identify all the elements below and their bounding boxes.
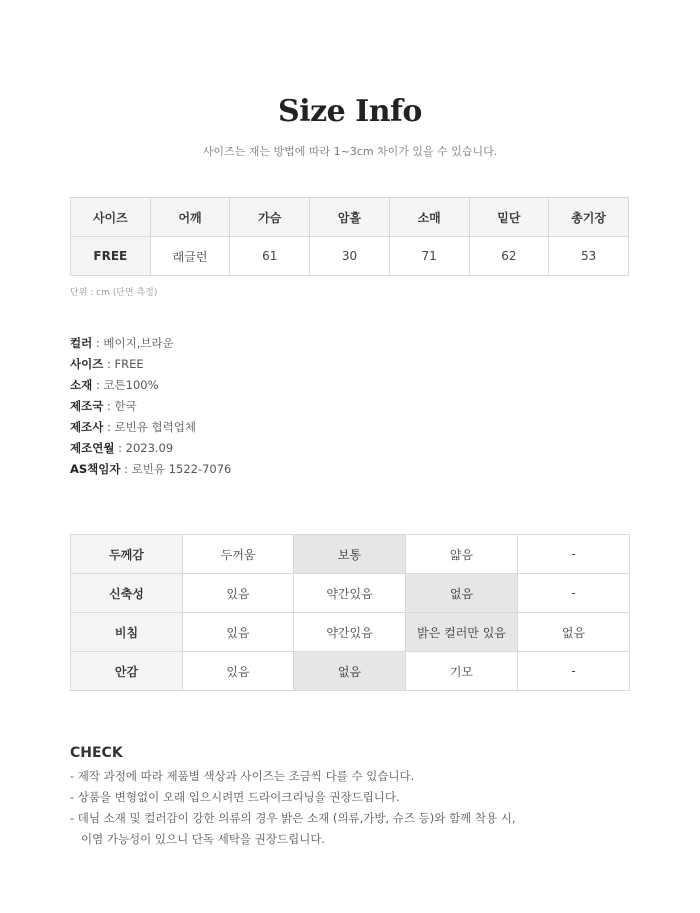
size-table: [70, 197, 629, 276]
spec-country: [70, 396, 231, 417]
spec-value: : 로빈유 1522-7076: [120, 462, 232, 476]
spec-value: : 베이지,브라운: [92, 336, 174, 350]
size-value-size: FREE: [71, 237, 151, 276]
check-note: 이염 가능성이 있으니 단독 세탁을 권장드립니다.: [70, 832, 326, 846]
spec-value: : 코튼100%: [92, 378, 159, 392]
size-value-chest: 61: [230, 237, 310, 276]
size-value-total-length: 53: [549, 237, 629, 276]
check-note: - 제작 과정에 따라 제품별 색상과 사이즈는 조금씩 다를 수 있습니다.: [70, 769, 415, 783]
spec-manufacturer: [70, 417, 231, 438]
attr-option: 얇음: [406, 535, 518, 574]
check-notes: [70, 766, 516, 850]
spec-color: [70, 333, 231, 354]
attr-option: -: [518, 652, 630, 691]
attr-option: 밝은 컬러만 있음: [406, 613, 518, 652]
size-disclaimer: 사이즈는 재는 방법에 따라 1~3cm 차이가 있을 수 있습니다.: [202, 145, 498, 158]
size-header-armhole: 암홀: [310, 198, 390, 237]
check-note: - 상품을 변형없이 오래 입으시려면 드라이크리닝을 권장드립니다.: [70, 790, 400, 804]
attr-option: 없음: [406, 574, 518, 613]
check-title: CHECK: [70, 745, 123, 761]
spec-material: [70, 375, 231, 396]
attr-row-sheerness: [71, 613, 630, 652]
size-header-shoulder: 어깨: [150, 198, 230, 237]
size-value-armhole: 30: [310, 237, 390, 276]
size-table-header-row: [71, 198, 629, 237]
check-note: - 데님 소재 및 컬러감이 강한 의류의 경우 밝은 소재 (의류,가방, 슈즈 등)와 함께 착용 시,: [70, 811, 516, 825]
attr-label: 두께감: [71, 535, 183, 574]
attr-label: 안감: [71, 652, 183, 691]
size-value-shoulder: 래글런: [150, 237, 230, 276]
size-value-sleeve: 71: [389, 237, 469, 276]
spec-value: : 2023.09: [114, 441, 174, 455]
size-header-hem: 밑단: [469, 198, 549, 237]
size-value-hem: 62: [469, 237, 549, 276]
fabric-attributes-table: [70, 534, 630, 691]
size-header-total-length: 총기장: [549, 198, 629, 237]
size-header-size: 사이즈: [71, 198, 151, 237]
attr-option: 없음: [518, 613, 630, 652]
attr-row-thickness: [71, 535, 630, 574]
attr-option: 기모: [406, 652, 518, 691]
attr-row-lining: [71, 652, 630, 691]
spec-value: : 한국: [103, 399, 137, 413]
size-table-row: [71, 237, 629, 276]
attr-option: 없음: [294, 652, 406, 691]
spec-label: 제조연월: [70, 441, 115, 455]
spec-label: 컬러: [70, 336, 93, 350]
attr-option: -: [518, 535, 630, 574]
size-header-sleeve: 소매: [389, 198, 469, 237]
attr-label: 비침: [71, 613, 183, 652]
page-title: Size Info: [278, 94, 422, 129]
attr-option: 있음: [183, 574, 294, 613]
product-specs: [70, 333, 231, 480]
unit-note: 단위 : cm (단면 측정): [70, 288, 158, 298]
size-header-chest: 가슴: [230, 198, 310, 237]
attr-option: 약간있음: [294, 574, 406, 613]
attr-option: 보통: [294, 535, 406, 574]
spec-label: 소재: [70, 378, 93, 392]
attr-option: 있음: [183, 652, 294, 691]
spec-size: [70, 354, 231, 375]
spec-label: 사이즈: [70, 357, 104, 371]
attr-row-elasticity: [71, 574, 630, 613]
attr-label: 신축성: [71, 574, 183, 613]
spec-value: : FREE: [103, 357, 144, 371]
attr-option: 있음: [183, 613, 294, 652]
attr-option: -: [518, 574, 630, 613]
attr-option: 두꺼움: [183, 535, 294, 574]
spec-label: 제조국: [70, 399, 104, 413]
spec-label: AS책임자: [70, 462, 121, 476]
spec-value: : 로빈유 협력업체: [103, 420, 196, 434]
attr-option: 약간있음: [294, 613, 406, 652]
spec-label: 제조사: [70, 420, 104, 434]
spec-manufacture-date: [70, 438, 231, 459]
spec-as-contact: [70, 459, 231, 480]
